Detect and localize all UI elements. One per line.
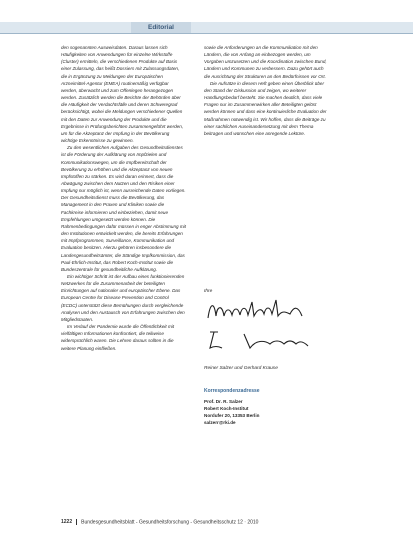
header-band [0, 22, 413, 33]
correspondence-institution: Robert Koch-Institut [204, 406, 249, 411]
paragraph: Die Aufsätze in diesem Heft geben einen Überblick über den Stand der Diskussion und zeigen, wo weiterer Handlungsbedarf besteht. Sie machen deutlich, dass viele Fragen nur im Zusammenwirken aller Beteiligten gelöst werden können und dass eine kontinuierliche Evaluation der Maßnahmen notwendig ist. Wir hoffen, dass die Beiträge zu einer sachlichen Auseinandersetzung mit dem Thema beitragen und wünschen eine anregende Lektüre. [204, 80, 327, 136]
paragraph: Ein wichtiger Schritt ist der Aufbau eines funktionierenden Netzwerkes für die Zusammenarbeit der beteiligten Einrichtungen auf nationaler und europäischer Ebene. Das European Centre for Disease Prevention and Control (ECDC) unterstützt diese Bemühungen durch vergleichende Analysen und den Austausch von Erfahrungen zwischen den Mitgliedstaaten. [61, 274, 185, 322]
journal-citation: Bundesgesundheitsblatt - Gesundheitsforschung - Gesundheitsschutz 12 · 2010 [81, 519, 259, 526]
paragraph: den sogenannten Ausweisdaten. Daraus lassen sich Häufigkeiten von Anwendungen für einzelne Wirkstoffe (Cluster) ermitteln, die verschiedenen Produkte auf Basis einer Zulassung, das heißt Dossiers mit Zulassungsdaten, die in Ergänzung zu Meldungen der Europäischen Arzneimittel-Agentur (EMEA) routinemäßig verfügbar werden, überwacht und zum Offenlegen herangezogen werden. Zusätzlich werden die Berichte der Behörden über die Häufigkeit der Verdachtsfälle und deren Schweregrad berücksichtigt, wobei die Meldungen verschiedener Quellen mit den Daten zur Anwendung der Produkte und die Ergebnisse in Prüfungsberichten zusammengeführt werden, um für die Akzeptanz der Impfung in der Bevölkerung wichtige Erkenntnisse zu gewinnen. [61, 45, 184, 144]
page-number: 1222 [61, 519, 73, 526]
right-column [204, 44, 330, 137]
header-rule [0, 33, 413, 34]
correspondence-email[interactable]: salzerr@rki.de [204, 420, 236, 425]
paragraph: Im Verlauf der Pandemie wurde die Öffentlichkeit mit vielfältigen Informationen konfrontiert, die teilweise widersprüchlich waren. Die Lehren daraus sollten in die weitere Planung einfließen. [61, 324, 175, 351]
signature-krause [204, 328, 324, 352]
signoff-text: Ihre [204, 289, 213, 294]
correspondence-street: Nordufer 20, 13353 Berlin [204, 413, 260, 418]
footer-divider [76, 519, 77, 525]
correspondence-name: Prof. Dr. R. Salzer [204, 399, 243, 404]
correspondence-block [204, 388, 330, 426]
signature-salzer [204, 298, 324, 324]
paragraph: sowie die Anforderungen an die Kommunikation mit den Ländern, die von Anfang an einbezogen werden, um Vorgaben umzusetzen und die Koordination zwischen Bund, Ländern und Kommunen zu verbessern. Dazu gehört auch die Ausrichtung der Strukturen an den Bedürfnissen vor Ort. [204, 45, 327, 79]
section-label: Editorial [131, 22, 191, 33]
left-column [61, 44, 186, 352]
signature-names: Reiner Salzer und Gerhard Krause [204, 366, 278, 371]
correspondence-title: Korrespondenzadresse [204, 388, 260, 394]
paragraph: Zu den wesentlichen Aufgaben des Gesundheitsdienstes ist die Förderung der Aufklärung von Impfzielen und Kommunikationswegen, um die Impfbereitschaft der Bevölkerung zu erhöhen und die Akzeptanz von neuen Impfstoffen zu stärken. Es wird daran erinnert, dass die Abwägung zwischen dem Nutzen und den Risiken einer Impfung nur möglich ist, wenn ausreichende Daten vorliegen. Der Gesundheitsdienst muss die Bevölkerung, das Management in den Praxen und Kliniken sowie die Fachkreise informieren und einbeziehen, damit neue Empfehlungen umgesetzt werden können. Die Rahmenbedingungen dafür müssen in enger Abstimmung mit den Institutionen entwickelt werden, die bereits Erfahrungen mit Impfprogrammen, Surveillance, Kommunikation und Evaluation besitzen. Hierzu gehören insbesondere die Landesgesundheitsämter, die Ständige Impfkommission, das Paul-Ehrlich-Institut, das Robert Koch-Institut sowie die Bundeszentrale für gesundheitliche Aufklärung. [61, 145, 186, 272]
page-footer [61, 519, 361, 525]
